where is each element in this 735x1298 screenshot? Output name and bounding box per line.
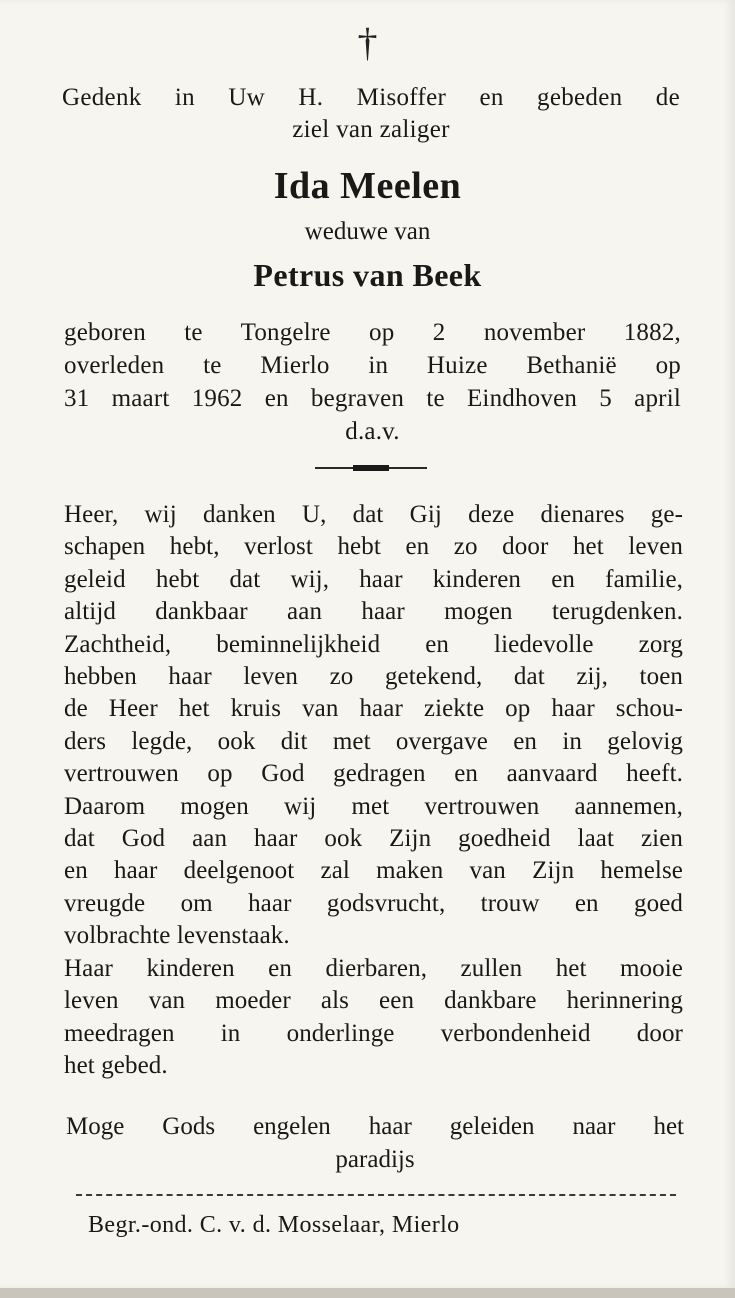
prayer-line: en haar deelgenoot zal maken van Zijn hemelse — [64, 857, 683, 885]
cross-icon: † — [357, 20, 378, 65]
closing-line: paradijs — [335, 1146, 415, 1173]
dates-line: 31 maart 1962 en begraven te Eindhoven 5 april — [64, 385, 681, 412]
intro-line: Gedenk in Uw H. Misoffer en gebeden de — [62, 84, 680, 111]
prayer-line: altijd dankbaar aan haar mogen terugdenken. — [64, 598, 683, 626]
prayer-line: Zachtheid, beminnelijkheid en liedevolle zorg — [64, 630, 683, 658]
prayer-line: Haar kinderen en dierbaren, zullen het mooie — [64, 954, 683, 982]
closing-text — [66, 1110, 684, 1176]
prayer-line: dat God aan haar ook Zijn goedheid laat zien — [64, 825, 683, 853]
intro-text — [62, 82, 680, 146]
prayer-line: Daarom mogen wij met vertrouwen aannemen, — [64, 792, 683, 820]
prayer-line: ders legde, ook dit met overgave en in gelovig — [64, 727, 683, 755]
prayer-line: vertrouwen op God gedragen en aanvaard heeft. — [64, 760, 683, 788]
ornament-divider — [315, 466, 427, 469]
prayer-line: hebben haar leven zo getekend, dat zij, toen — [64, 663, 683, 691]
prayer-line: geleid hebt dat wij, haar kinderen en familie, — [64, 565, 683, 593]
undertaker-imprint: Begr.-ond. C. v. d. Mosselaar, Mierlo — [88, 1212, 460, 1238]
prayer-line: leven van moeder als een dankbare herinnering — [64, 987, 683, 1015]
birth-death-dates — [64, 316, 681, 448]
prayer-line: de Heer het kruis van haar ziekte op haar schou- — [64, 695, 683, 723]
footer-rule — [76, 1194, 676, 1196]
prayer-line: volbrachte levenstaak. — [64, 922, 290, 950]
prayer-text — [64, 499, 683, 1082]
dates-line: geboren te Tongelre op 2 november 1882, — [64, 319, 681, 346]
divider-center-bar — [353, 465, 389, 471]
prayer-line: vreugde om haar godsvrucht, trouw en goed — [64, 889, 683, 917]
deceased-name: Ida Meelen — [273, 165, 462, 207]
intro-line: ziel van zaliger — [292, 116, 450, 143]
dates-line: overleden te Mierlo in Huize Bethanië op — [64, 352, 681, 379]
card-bottom-edge — [0, 1288, 735, 1298]
dates-line: d.a.v. — [345, 418, 400, 445]
widow-of-label: weduwe van — [304, 218, 431, 245]
prayer-line: schapen hebt, verlost hebt en zo door het leven — [64, 533, 683, 561]
husband-name: Petrus van Beek — [253, 257, 482, 293]
prayer-line: Heer, wij danken U, dat Gij deze dienares ge- — [64, 501, 683, 528]
prayer-line: meedragen in onderlinge verbondenheid door — [64, 1019, 683, 1047]
prayer-line: het gebed. — [64, 1051, 168, 1079]
closing-line: Moge Gods engelen haar geleiden naar het — [66, 1113, 684, 1140]
